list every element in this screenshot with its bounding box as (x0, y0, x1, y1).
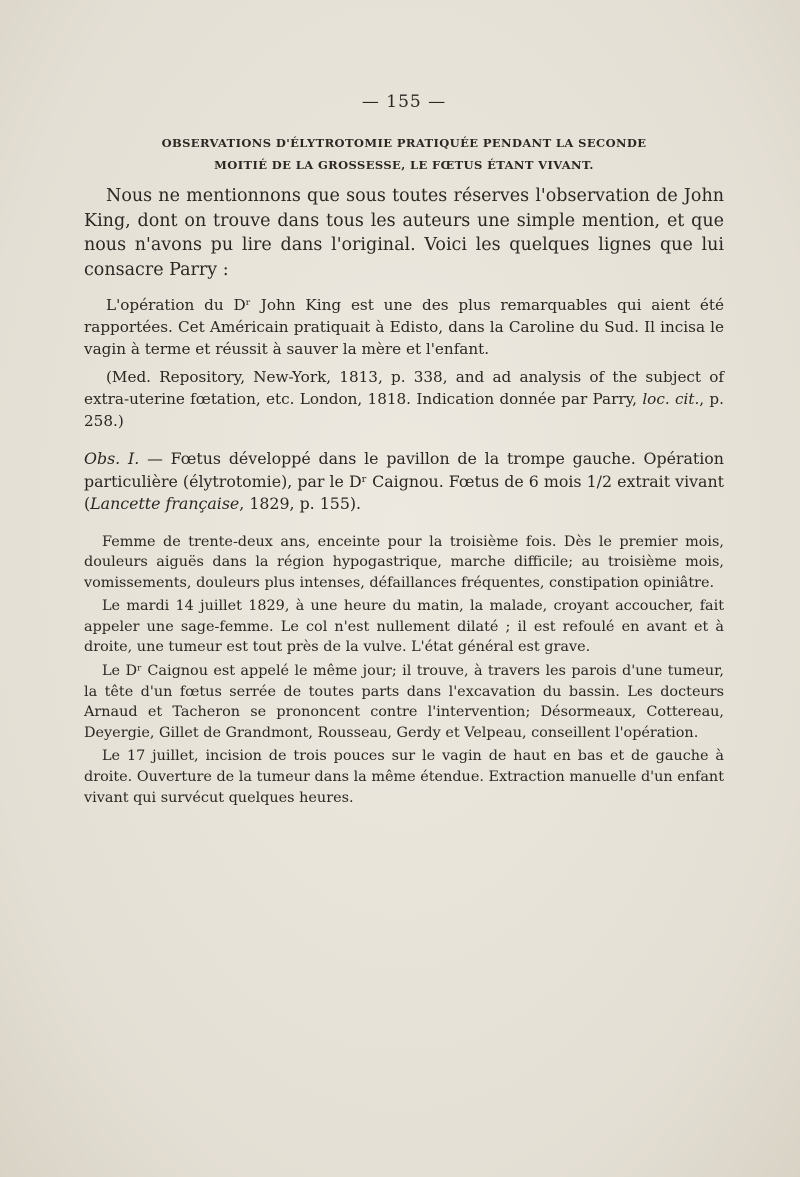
reference-text-before: (Med. Repository, New-York, 1813, p. 338, and ad analysis of the subject of extra-uterine fœtation, etc. London, 1818. Indication donnée par Parry, (84, 368, 724, 408)
parry-quote: L'opération du Dʳ John King est une des plus remarquables qui aient été rapportées. Cet Américain pratiquait à Edisto, dans la Caroline du Sud. Il incisa le vagin à terme et réussit à sauver la mère et l'enfant. (84, 296, 724, 358)
observation-label: Obs. I. (84, 449, 140, 468)
reference-loc-cit: loc. cit. (642, 390, 700, 408)
case-paragraph-1: Femme de trente-deux ans, enceinte pour la troisième fois. Dès le premier mois, douleurs aiguës dans la région hypogastrique, marche difficile; au troisième mois, vomissements, douleurs plus intenses, défaillances fréquentes, constipation opiniâtre. (84, 533, 724, 591)
case-paragraph-2: Le mardi 14 juillet 1829, à une heure du matin, la malade, croyant accoucher, fait appeler une sage-femme. Le col n'est nullement dilaté ; il est refoulé en avant et à droite, une tumeur est tout près de la vulve. L'état général est grave. (84, 598, 724, 656)
section-heading-line-2: MOITIÉ DE LA GROSSESSE, LE FŒTUS ÉTANT VIVANT. (214, 158, 594, 172)
observation-text-2: , 1829, p. 155). (239, 494, 362, 513)
observation-text-1: — Fœtus développé dans le pavillon de la trompe gauche. Opération particulière (élytrotomie), par le Dʳ Caignou. Fœtus de 6 mois 1/2 extrait vivant ( (84, 449, 724, 513)
observation-title (84, 448, 724, 516)
page-number: — 155 — (361, 92, 447, 112)
reference-paragraph (84, 366, 724, 432)
section-heading (84, 132, 724, 176)
reference-text-after: , p. 258.) (84, 390, 724, 430)
case-paragraph-3: Le Dʳ Caignou est appelé le même jour; il trouve, à travers les parois d'une tumeur, la tête d'un fœtus serrée de toutes parts dans l'excavation du bassin. Les docteurs Arnaud et Tacheron se prononcent contre l'intervention; Désormeaux, Cottereau, Deyergie, Gillet de Grandmont, Rousseau, Gerdy et Velpeau, conseillent l'opération. (84, 663, 724, 741)
section-heading-line-1: OBSERVATIONS D'ÉLYTROTOMIE PRATIQUÉE PENDANT LA SECONDE (161, 136, 647, 150)
case-paragraph-4: Le 17 juillet, incision de trois pouces sur le vagin de haut en bas et de gauche à droite. Ouverture de la tumeur dans la même étendue. Extraction manuelle d'un enfant vivant qui survécut quelques heures. (84, 748, 724, 806)
page-content (84, 92, 724, 811)
observation-source: Lancette française (90, 494, 240, 513)
intro-paragraph: Nous ne mentionnons que sous toutes réserves l'observation de John King, dont on trouve dans tous les auteurs une simple mention, et que nous n'avons pu lire dans l'original. Voici les quelques lignes que lui consacre Parry : (84, 186, 724, 280)
